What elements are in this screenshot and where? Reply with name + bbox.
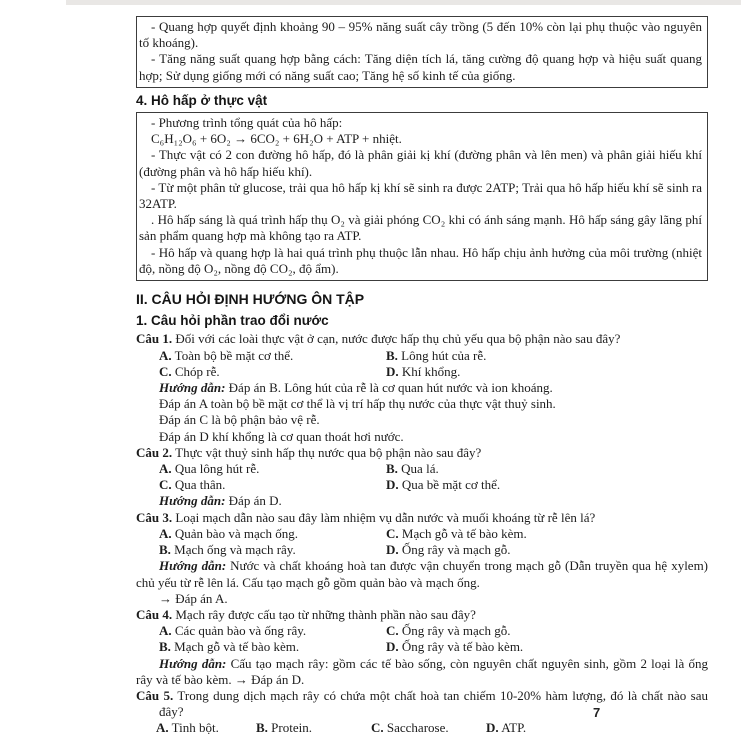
option-a — [136, 526, 386, 542]
question-4-label: Câu 4. — [136, 606, 173, 622]
question-1-note-c: Đáp án C là bộ phận bảo vệ rễ. — [159, 412, 320, 428]
summary-paragraph: . Hô hấp sáng là quá trình hấp thụ O₂ và giải phóng CO₂ khi có ánh sáng mạnh. Hô hấp sáng gây lãng phí sản phẩm quang hợp mà không tạo ra ATP. — [139, 212, 702, 244]
option-text: Qua thân. — [174, 477, 226, 493]
option-text: Qua lông hút rễ. — [174, 461, 260, 477]
option-b — [136, 542, 386, 558]
option-letter: D. — [386, 477, 399, 493]
photosynthesis-summary-box — [136, 16, 708, 88]
option-letter: C. — [159, 363, 172, 379]
question-4-options-row-1 — [136, 623, 708, 639]
option-letter: A. — [159, 623, 172, 639]
option-text: Protein. — [271, 720, 312, 736]
page-edge-shadow — [66, 0, 741, 5]
question-1-note-d: Đáp án D khí khổng là cơ quan thoát hơi nước. — [159, 428, 404, 444]
question-2-label: Câu 2. — [136, 444, 173, 460]
option-text: Ống rây và tế bào kèm. — [401, 639, 524, 655]
section-heading-respiration: 4. Hô hấp ở thực vật — [136, 92, 268, 108]
summary-paragraph: - Phương trình tổng quát của hô hấp: — [151, 115, 343, 131]
question-3-answer-line: → Đáp án A. — [159, 590, 228, 606]
question-1-text: Đối với các loài thực vật ở cạn, nước được hấp thụ chủ yếu qua bộ phận nào sau đây? — [175, 331, 621, 347]
option-letter: C. — [371, 720, 384, 736]
option-letter: B. — [386, 461, 398, 477]
option-c — [371, 720, 486, 736]
option-c — [136, 477, 386, 493]
option-c — [136, 364, 386, 380]
question-4-options-row-2 — [136, 639, 708, 655]
option-text: Tinh bột. — [171, 720, 219, 736]
question-5-options-row — [136, 720, 708, 736]
option-text: Ống rây và mạch gỗ. — [401, 542, 511, 558]
option-letter: B. — [159, 542, 171, 558]
option-text: Toàn bộ bề mặt cơ thể. — [174, 347, 294, 363]
option-text: Khí khổng. — [401, 363, 461, 379]
hint-label: Hướng dẫn: — [159, 493, 226, 509]
question-3-hint — [136, 558, 708, 590]
option-letter: B. — [256, 720, 268, 736]
option-letter: C. — [386, 525, 399, 541]
question-3-text: Loại mạch dẫn nào sau đây làm nhiệm vụ dẫn nước và muối khoáng từ rễ lên lá? — [175, 509, 596, 525]
option-letter: C. — [386, 623, 399, 639]
option-d — [386, 639, 708, 655]
option-text: ATP. — [501, 720, 527, 736]
option-letter: A. — [159, 461, 172, 477]
question-2 — [136, 445, 708, 461]
option-letter: D. — [386, 542, 399, 558]
summary-paragraph: - Tăng năng suất quang hợp bằng cách: Tăng diện tích lá, tăng cường độ quang hợp và hiệu suất quang hợp; Sử dụng giống mới có năng suất cao; Tăng hệ số kinh tế của giống. — [139, 51, 702, 83]
question-5-label: Câu 5. — [136, 687, 174, 703]
respiration-equation: C₆H₁₂O₆ + 6O₂ → 6CO₂ + 6H₂O + ATP + nhiệt. — [151, 131, 402, 147]
option-a — [136, 348, 386, 364]
question-4-text: Mạch rây được cấu tạo từ những thành phần nào sau đây? — [175, 606, 476, 622]
question-2-hint — [136, 493, 708, 509]
summary-paragraph: - Quang hợp quyết định khoảng 90 – 95% năng suất cây trồng (5 đến 10% còn lại phụ thuộc vào nguyên tố khoáng). — [139, 19, 702, 51]
summary-paragraph: - Thực vật có 2 con đường hô hấp, đó là phân giải kị khí (đường phân và lên men) và phân giải hiếu khí (đường phân và hô hấp hiếu khí). — [139, 147, 702, 179]
option-d — [386, 364, 708, 380]
question-2-text: Thực vật thuỷ sinh hấp thụ nước qua bộ phận nào sau đây? — [175, 444, 482, 460]
option-a — [136, 720, 256, 736]
question-4 — [136, 607, 708, 623]
question-1-hint — [136, 380, 708, 396]
option-letter: B. — [386, 347, 398, 363]
option-b — [386, 461, 708, 477]
page-number: 7 — [593, 705, 601, 720]
option-letter: C. — [159, 477, 172, 493]
option-letter: A. — [159, 347, 172, 363]
question-1-options-row-2 — [136, 364, 708, 380]
option-letter: D. — [486, 720, 499, 736]
hint-text: Đáp án D. — [228, 493, 282, 509]
question-1-note-a: Đáp án A toàn bộ bề mặt cơ thể là vị trí hấp thụ nước của thực vật thuỷ sinh. — [159, 396, 556, 412]
hint-label: Hướng dẫn: — [159, 380, 226, 396]
option-b — [136, 639, 386, 655]
option-letter: B. — [159, 639, 171, 655]
hint-label: Hướng dẫn: — [159, 558, 227, 574]
option-b — [386, 348, 708, 364]
question-1 — [136, 331, 708, 347]
subsection-heading-water-exchange: 1. Câu hỏi phần trao đổi nước — [136, 313, 329, 329]
option-text: Ống rây và mạch gỗ. — [401, 623, 511, 639]
hint-label: Hướng dẫn: — [159, 655, 227, 671]
option-d — [386, 542, 708, 558]
option-text: Saccharose. — [386, 720, 449, 736]
hint-text: Nước và chất khoáng hoà tan được vận chuyển trong mạch gỗ (Dẫn truyền qua hệ xylem) chủ yếu từ rễ lên lá. Cấu tạo mạch gỗ gồm quản bào và mạch ống. — [136, 558, 709, 590]
option-text: Quản bào và mạch ống. — [174, 525, 298, 541]
option-text: Mạch gỗ và tế bào kèm. — [401, 525, 527, 541]
question-4-hint — [136, 656, 708, 688]
option-c — [386, 526, 708, 542]
question-1-options-row-1 — [136, 348, 708, 364]
option-text: Qua lá. — [401, 461, 439, 477]
question-3-options-row-1 — [136, 526, 708, 542]
question-3 — [136, 510, 708, 526]
option-d — [486, 720, 708, 736]
hint-text: Đáp án B. Lông hút của rễ là cơ quan hút nước và ion khoáng. — [228, 380, 553, 396]
question-2-options-row-2 — [136, 477, 708, 493]
option-text: Qua bề mặt cơ thể. — [401, 477, 501, 493]
option-text: Chóp rễ. — [174, 363, 220, 379]
section-heading-review-questions: II. CÂU HỎI ĐỊNH HƯỚNG ÔN TẬP — [136, 291, 365, 308]
question-1-label: Câu 1. — [136, 331, 173, 347]
question-5 — [136, 688, 708, 720]
option-b — [256, 720, 371, 736]
respiration-summary-box — [136, 112, 708, 281]
option-letter: A. — [156, 720, 169, 736]
question-3-options-row-2 — [136, 542, 708, 558]
summary-paragraph: - Từ một phân tử glucose, trải qua hô hấp kị khí sẽ sinh ra được 2ATP; Trải qua hô hấp hiếu khí sẽ sinh ra 32ATP. — [139, 179, 702, 212]
option-letter: A. — [159, 525, 172, 541]
option-text: Các quản bào và ống rây. — [174, 623, 307, 639]
option-letter: D. — [386, 639, 399, 655]
option-c — [386, 623, 708, 639]
question-5-text: Trong dung dịch mạch rây có chứa một chất hoà tan chiếm 10-20% hàm lượng, đó là chất nào sau đây? — [159, 687, 708, 720]
hint-text: Cấu tạo mạch rây: gồm các tế bào sống, còn nguyên chất nguyên sinh, gồm 2 loại là ống rây và tế bào kèm. → Đáp án D. — [136, 655, 708, 687]
question-3-label: Câu 3. — [136, 509, 173, 525]
option-d — [386, 477, 708, 493]
option-letter: D. — [386, 363, 399, 379]
option-text: Lông hút của rễ. — [401, 347, 487, 363]
document-page — [136, 16, 708, 737]
option-text: Mạch gỗ và tế bào kèm. — [174, 639, 300, 655]
option-a — [136, 461, 386, 477]
option-a — [136, 623, 386, 639]
summary-paragraph: - Hô hấp và quang hợp là hai quá trình phụ thuộc lẫn nhau. Hô hấp chịu ảnh hưởng của môi trường (nhiệt độ, nồng độ O₂, nồng độ CO₂, độ ẩm). — [139, 244, 702, 276]
question-2-options-row-1 — [136, 461, 708, 477]
option-text: Mạch ống và mạch rây. — [174, 542, 296, 558]
